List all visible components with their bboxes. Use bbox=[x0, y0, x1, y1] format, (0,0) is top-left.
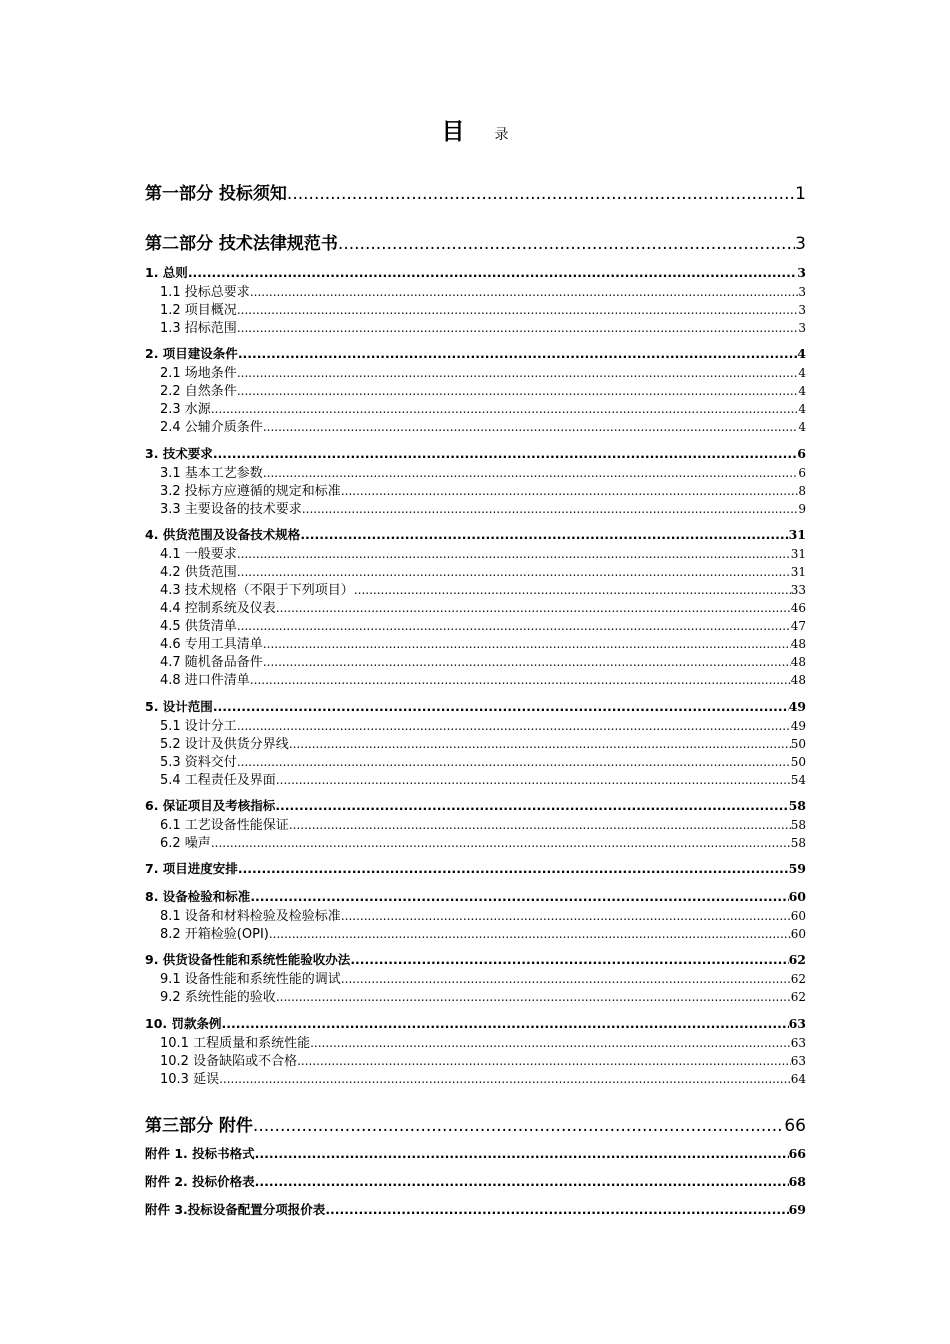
dot-leader bbox=[238, 861, 789, 876]
toc-subsection-entry[interactable] bbox=[145, 543, 806, 562]
toc-section-entry-title: 7. 项目进度安排 bbox=[145, 861, 238, 876]
toc-section-entry-title: 1. 总则 bbox=[145, 265, 188, 280]
toc-attachment-entry-title: 附件 3.投标设备配置分项报价表 bbox=[145, 1202, 326, 1217]
toc-subsection-entry-title: 8.1 设备和材料检验及检验标准 bbox=[160, 909, 341, 924]
toc-subsection-entry[interactable] bbox=[145, 923, 806, 942]
toc-section-entry-title: 4. 供货范围及设备技术规格 bbox=[145, 527, 301, 542]
dot-leader bbox=[341, 484, 799, 498]
dot-leader bbox=[213, 446, 797, 461]
dot-leader bbox=[287, 184, 795, 204]
toc-section-entry[interactable] bbox=[145, 859, 806, 877]
dot-leader bbox=[276, 601, 791, 615]
toc-subsection-entry-title: 1.3 招标范围 bbox=[160, 321, 237, 336]
toc-subsection-entry[interactable] bbox=[145, 362, 806, 381]
toc-subsection-entry[interactable] bbox=[145, 416, 806, 435]
toc-subsection-entry-page-number: 58 bbox=[790, 836, 806, 850]
toc-section-entry-page-number: 6 bbox=[797, 446, 806, 461]
toc-part-entry-title: 第一部分 投标须知 bbox=[145, 184, 287, 204]
toc-attachment-entry-page-number: 68 bbox=[788, 1174, 806, 1189]
toc-subsection-entry-page-number: 54 bbox=[790, 773, 806, 787]
dot-leader bbox=[237, 366, 799, 380]
toc-subsection-entry[interactable] bbox=[145, 299, 806, 318]
toc-attachment-entry-page-number: 66 bbox=[788, 1146, 806, 1161]
toc-part-entry[interactable] bbox=[145, 1111, 806, 1136]
dot-leader bbox=[263, 466, 799, 480]
dot-leader bbox=[354, 583, 791, 597]
toc-subsection-entry[interactable] bbox=[145, 615, 806, 634]
dot-leader bbox=[341, 909, 791, 923]
dot-leader bbox=[263, 637, 791, 651]
dot-leader bbox=[289, 737, 791, 751]
toc-subsection-entry-page-number: 60 bbox=[790, 909, 806, 923]
toc-subsection-entry-page-number: 3 bbox=[798, 321, 806, 335]
dot-leader bbox=[263, 655, 791, 669]
toc-subsection-entry-title: 6.2 噪声 bbox=[160, 836, 211, 851]
toc-subsection-entry[interactable] bbox=[145, 561, 806, 580]
toc-section-entry-title: 9. 供货设备性能和系统性能验收办法 bbox=[145, 952, 351, 967]
toc-subsection-entry-title: 5.4 工程责任及界面 bbox=[160, 773, 276, 788]
toc-subsection-entry-title: 4.7 随机备品备件 bbox=[160, 655, 263, 670]
toc-subsection-entry[interactable] bbox=[145, 317, 806, 336]
toc-section-entry[interactable] bbox=[145, 697, 806, 715]
toc-section-entry[interactable] bbox=[145, 263, 806, 281]
toc-subsection-entry-page-number: 48 bbox=[790, 655, 806, 669]
toc-subsection-entry-title: 1.2 项目概况 bbox=[160, 303, 237, 318]
toc-subsection-entry-title: 1.1 投标总要求 bbox=[160, 285, 250, 300]
toc-subsection-entry-page-number: 4 bbox=[798, 420, 806, 434]
dot-leader bbox=[275, 798, 788, 813]
toc-subsection-entry-page-number: 63 bbox=[790, 1036, 806, 1050]
dot-leader bbox=[237, 565, 791, 579]
toc-section-entry[interactable] bbox=[145, 796, 806, 814]
toc-subsection-entry-page-number: 8 bbox=[798, 484, 806, 498]
toc-subsection-entry-page-number: 60 bbox=[790, 927, 806, 941]
toc-section-entry-page-number: 3 bbox=[797, 265, 806, 280]
dot-leader bbox=[219, 1072, 791, 1086]
toc-section-entry-title: 2. 项目建设条件 bbox=[145, 346, 238, 361]
toc-subsection-entry-page-number: 63 bbox=[790, 1054, 806, 1068]
dot-leader bbox=[237, 384, 799, 398]
toc-subsection-entry-page-number: 48 bbox=[790, 673, 806, 687]
toc-subsection-entry-title: 10.1 工程质量和系统性能 bbox=[160, 1036, 311, 1051]
dot-leader bbox=[211, 402, 799, 416]
dot-leader bbox=[188, 265, 797, 280]
toc-subsection-entry-title: 4.8 进口件清单 bbox=[160, 673, 250, 688]
toc-subsection-entry-title: 4.1 一般要求 bbox=[160, 547, 237, 562]
dot-leader bbox=[237, 619, 791, 633]
toc-subsection-entry-title: 2.4 公辅介质条件 bbox=[160, 420, 263, 435]
dot-leader bbox=[237, 321, 799, 335]
toc-attachment-entry[interactable] bbox=[145, 1172, 806, 1190]
toc-subsection-entry[interactable] bbox=[145, 832, 806, 851]
toc-title-sub: 录 bbox=[494, 127, 509, 143]
toc-attachment-entry-page-number: 69 bbox=[788, 1202, 806, 1217]
toc-part-entry-page-number: 1 bbox=[795, 184, 806, 204]
toc-subsection-entry[interactable] bbox=[145, 715, 806, 734]
toc-subsection-entry-page-number: 47 bbox=[790, 619, 806, 633]
toc-subsection-entry[interactable] bbox=[145, 1050, 806, 1069]
toc-title-main: 目 bbox=[441, 119, 465, 145]
toc-subsection-entry[interactable] bbox=[145, 480, 806, 499]
toc-subsection-entry-page-number: 58 bbox=[790, 818, 806, 832]
dot-leader bbox=[276, 990, 791, 1004]
toc-subsection-entry-page-number: 4 bbox=[798, 366, 806, 380]
toc-section-entry[interactable] bbox=[145, 887, 806, 905]
toc-subsection-entry-page-number: 4 bbox=[798, 384, 806, 398]
toc-subsection-entry-page-number: 62 bbox=[790, 990, 806, 1004]
dot-leader bbox=[297, 1054, 791, 1068]
toc-subsection-entry[interactable] bbox=[145, 597, 806, 616]
toc-subsection-entry-page-number: 48 bbox=[790, 637, 806, 651]
toc-subsection-entry-page-number: 6 bbox=[798, 466, 806, 480]
toc-section-entry-page-number: 60 bbox=[788, 889, 806, 904]
toc-subsection-entry-title: 9.1 设备性能和系统性能的调试 bbox=[160, 972, 341, 987]
toc-subsection-entry-page-number: 33 bbox=[790, 583, 806, 597]
dot-leader bbox=[253, 1116, 784, 1136]
toc-subsection-entry[interactable] bbox=[145, 751, 806, 770]
toc-section-entry-title: 10. 罚款条例 bbox=[145, 1016, 222, 1031]
toc-subsection-entry-title: 4.5 供货清单 bbox=[160, 619, 237, 634]
toc-subsection-entry-title: 3.3 主要设备的技术要求 bbox=[160, 502, 302, 517]
toc-part-entry-title: 第二部分 技术法律规范书 bbox=[145, 234, 338, 254]
dot-leader bbox=[302, 502, 799, 516]
toc-subsection-entry-title: 3.2 投标方应遵循的规定和标准 bbox=[160, 484, 341, 499]
toc-subsection-entry-title: 4.6 专用工具清单 bbox=[160, 637, 263, 652]
dot-leader bbox=[276, 773, 791, 787]
toc-subsection-entry[interactable] bbox=[145, 968, 806, 987]
toc-subsection-entry-page-number: 49 bbox=[790, 719, 806, 733]
toc-part-entry-page-number: 66 bbox=[784, 1116, 806, 1136]
toc-subsection-entry-page-number: 31 bbox=[790, 565, 806, 579]
toc-attachment-entry[interactable] bbox=[145, 1200, 806, 1218]
toc-subsection-entry-title: 10.3 延误 bbox=[160, 1072, 220, 1087]
toc-subsection-entry-page-number: 50 bbox=[790, 755, 806, 769]
toc-subsection-entry[interactable] bbox=[145, 769, 806, 788]
toc-section-entry-title: 5. 设计范围 bbox=[145, 699, 213, 714]
toc-section-entry-page-number: 31 bbox=[788, 527, 806, 542]
toc-subsection-entry-title: 2.1 场地条件 bbox=[160, 366, 237, 381]
toc-subsection-entry[interactable] bbox=[145, 579, 806, 598]
toc-subsection-entry-title: 5.1 设计分工 bbox=[160, 719, 237, 734]
dot-leader bbox=[255, 1174, 789, 1189]
toc-title bbox=[0, 113, 950, 146]
toc-subsection-entry-title: 10.2 设备缺陷或不合格 bbox=[160, 1054, 298, 1069]
toc-section-entry-page-number: 62 bbox=[788, 952, 806, 967]
toc-subsection-entry-title: 9.2 系统性能的验收 bbox=[160, 990, 276, 1005]
dot-leader bbox=[237, 303, 799, 317]
dot-leader bbox=[238, 346, 797, 361]
toc-section-entry-page-number: 63 bbox=[788, 1016, 806, 1031]
toc-subsection-entry[interactable] bbox=[145, 633, 806, 652]
toc-subsection-entry[interactable] bbox=[145, 398, 806, 417]
toc-part-entry[interactable] bbox=[145, 179, 806, 204]
dot-leader bbox=[250, 673, 791, 687]
dot-leader bbox=[237, 719, 791, 733]
toc-subsection-entry-title: 5.3 资料交付 bbox=[160, 755, 237, 770]
toc-part-entry[interactable] bbox=[145, 229, 806, 254]
toc-section-entry-title: 8. 设备检验和标准 bbox=[145, 889, 251, 904]
toc-subsection-entry[interactable] bbox=[145, 733, 806, 752]
toc-section-entry[interactable] bbox=[145, 1014, 806, 1032]
toc-subsection-entry[interactable] bbox=[145, 814, 806, 833]
toc-part-entry-page-number: 3 bbox=[795, 234, 806, 254]
toc-subsection-entry[interactable] bbox=[145, 380, 806, 399]
dot-leader bbox=[211, 836, 791, 850]
toc-subsection-entry-page-number: 64 bbox=[790, 1072, 806, 1086]
toc-subsection-entry[interactable] bbox=[145, 651, 806, 670]
dot-leader bbox=[350, 952, 788, 967]
toc-subsection-entry-page-number: 50 bbox=[790, 737, 806, 751]
toc-section-entry-page-number: 49 bbox=[788, 699, 806, 714]
dot-leader bbox=[325, 1202, 788, 1217]
dot-leader bbox=[269, 927, 791, 941]
toc-section-entry-page-number: 58 bbox=[788, 798, 806, 813]
toc-subsection-entry-page-number: 4 bbox=[798, 402, 806, 416]
dot-leader bbox=[250, 285, 799, 299]
toc-subsection-entry-title: 3.1 基本工艺参数 bbox=[160, 466, 263, 481]
dot-leader bbox=[213, 699, 789, 714]
toc-subsection-entry[interactable] bbox=[145, 1068, 806, 1087]
toc-subsection-entry-page-number: 62 bbox=[790, 972, 806, 986]
toc-section-entry-page-number: 4 bbox=[797, 346, 806, 361]
toc-subsection-entry[interactable] bbox=[145, 905, 806, 924]
toc-section-entry[interactable] bbox=[145, 444, 806, 462]
dot-leader bbox=[237, 547, 791, 561]
toc-subsection-entry-page-number: 31 bbox=[790, 547, 806, 561]
toc-subsection-entry-title: 4.4 控制系统及仪表 bbox=[160, 601, 276, 616]
dot-leader bbox=[263, 420, 799, 434]
toc-subsection-entry[interactable] bbox=[145, 281, 806, 300]
toc-subsection-entry-page-number: 3 bbox=[798, 285, 806, 299]
toc-subsection-entry-title: 2.3 水源 bbox=[160, 402, 211, 417]
toc-section-entry-page-number: 59 bbox=[788, 861, 806, 876]
dot-leader bbox=[300, 527, 788, 542]
toc-attachment-entry-title: 附件 1. 投标书格式 bbox=[145, 1146, 255, 1161]
toc-attachment-entry[interactable] bbox=[145, 1144, 806, 1162]
toc-subsection-entry[interactable] bbox=[145, 986, 806, 1005]
toc-subsection-entry-title: 4.3 技术规格（不限于下列项目） bbox=[160, 583, 354, 598]
toc-subsection-entry[interactable] bbox=[145, 498, 806, 517]
toc-subsection-entry-page-number: 3 bbox=[798, 303, 806, 317]
toc-subsection-entry-title: 4.2 供货范围 bbox=[160, 565, 237, 580]
dot-leader bbox=[250, 889, 788, 904]
toc-attachment-entry-title: 附件 2. 投标价格表 bbox=[145, 1174, 255, 1189]
dot-leader bbox=[237, 755, 791, 769]
toc-subsection-entry-title: 5.2 设计及供货分界线 bbox=[160, 737, 289, 752]
toc-part-entry-title: 第三部分 附件 bbox=[145, 1116, 253, 1136]
toc-subsection-entry-page-number: 9 bbox=[798, 502, 806, 516]
toc-section-entry-title: 6. 保证项目及考核指标 bbox=[145, 798, 276, 813]
toc-subsection-entry-title: 2.2 自然条件 bbox=[160, 384, 237, 399]
toc-section-entry[interactable] bbox=[145, 525, 806, 543]
dot-leader bbox=[341, 972, 791, 986]
toc-subsection-entry-title: 8.2 开箱检验(OPI) bbox=[160, 927, 269, 942]
toc-subsection-entry[interactable] bbox=[145, 1032, 806, 1051]
dot-leader bbox=[222, 1016, 789, 1031]
dot-leader bbox=[289, 818, 791, 832]
dot-leader bbox=[255, 1146, 789, 1161]
dot-leader bbox=[310, 1036, 791, 1050]
toc-section-entry[interactable] bbox=[145, 344, 806, 362]
toc-subsection-entry[interactable] bbox=[145, 669, 806, 688]
toc-subsection-entry-page-number: 46 bbox=[790, 601, 806, 615]
toc-subsection-entry[interactable] bbox=[145, 462, 806, 481]
dot-leader bbox=[338, 234, 795, 254]
toc-section-entry-title: 3. 技术要求 bbox=[145, 446, 213, 461]
toc-section-entry[interactable] bbox=[145, 950, 806, 968]
toc-subsection-entry-title: 6.1 工艺设备性能保证 bbox=[160, 818, 289, 833]
